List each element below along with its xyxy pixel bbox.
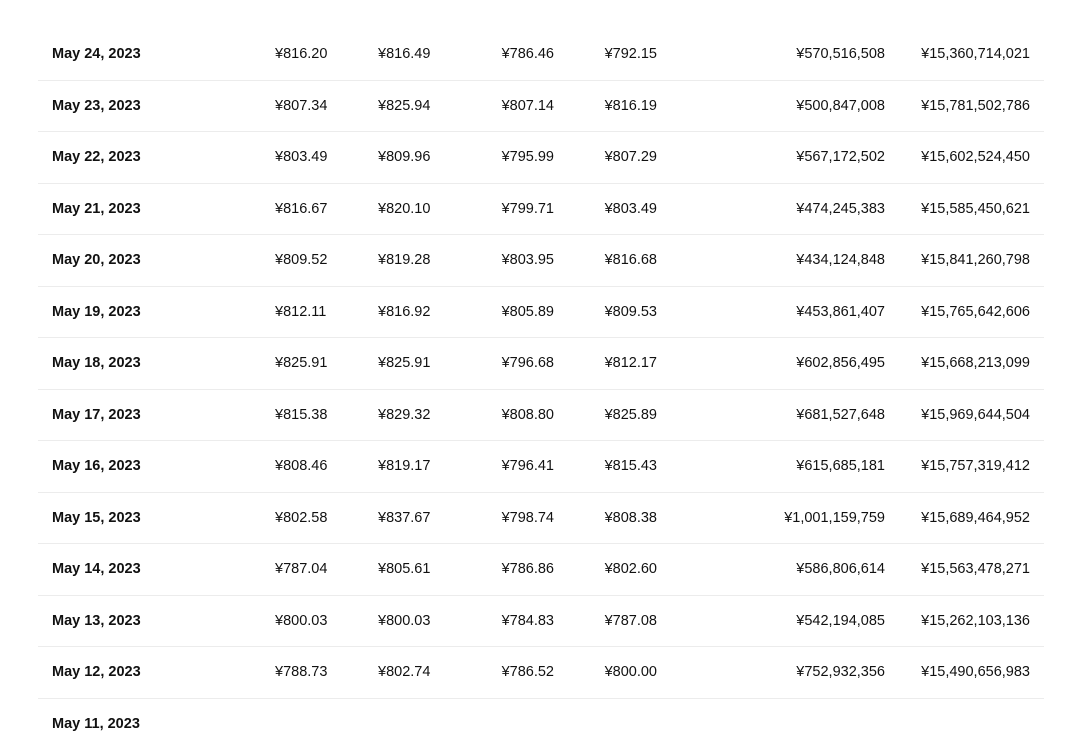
open-price-cell: ¥787.04 <box>275 544 327 595</box>
close-price-cell: ¥808.38 <box>605 493 657 544</box>
market-cap-cell: ¥15,765,642,606 <box>921 287 1030 338</box>
high-price-cell: ¥819.28 <box>378 235 430 286</box>
volume-cell: ¥542,194,085 <box>796 596 885 647</box>
date-cell: May 15, 2023 <box>52 493 141 544</box>
volume-cell: ¥752,932,356 <box>796 647 885 698</box>
table-row <box>38 493 1044 545</box>
table-row <box>38 596 1044 648</box>
high-price-cell: ¥805.61 <box>378 544 430 595</box>
market-cap-cell: ¥15,490,656,983 <box>921 647 1030 698</box>
open-price-cell: ¥825.91 <box>275 338 327 389</box>
low-price-cell: ¥808.80 <box>502 390 554 441</box>
low-price-cell: ¥784.83 <box>502 596 554 647</box>
market-cap-cell: ¥15,563,478,271 <box>921 544 1030 595</box>
open-price-cell: ¥803.49 <box>275 132 327 183</box>
market-cap-cell: ¥15,969,644,504 <box>921 390 1030 441</box>
low-price-cell: ¥795.99 <box>502 132 554 183</box>
high-price-cell: ¥816.92 <box>378 287 430 338</box>
date-cell: May 13, 2023 <box>52 596 141 647</box>
market-cap-cell: ¥15,262,103,136 <box>921 596 1030 647</box>
low-price-cell: ¥796.68 <box>502 338 554 389</box>
table-row <box>38 81 1044 133</box>
volume-cell: ¥602,856,495 <box>796 338 885 389</box>
date-cell: May 22, 2023 <box>52 132 141 183</box>
table-row <box>38 29 1044 81</box>
table-row <box>38 390 1044 442</box>
close-price-cell: ¥809.53 <box>605 287 657 338</box>
low-price-cell: ¥803.95 <box>502 235 554 286</box>
low-price-cell: ¥799.71 <box>502 184 554 235</box>
close-price-cell: ¥816.68 <box>605 235 657 286</box>
volume-cell: ¥570,516,508 <box>796 29 885 80</box>
volume-cell: ¥567,172,502 <box>796 132 885 183</box>
open-price-cell: ¥809.52 <box>275 235 327 286</box>
date-cell: May 23, 2023 <box>52 81 141 132</box>
close-price-cell: ¥825.89 <box>605 390 657 441</box>
high-price-cell: ¥825.91 <box>378 338 430 389</box>
date-cell: May 14, 2023 <box>52 544 141 595</box>
high-price-cell: ¥800.03 <box>378 596 430 647</box>
volume-cell: ¥1,001,159,759 <box>784 493 885 544</box>
date-cell: May 11, 2023 <box>52 699 140 750</box>
market-cap-cell: ¥15,585,450,621 <box>921 184 1030 235</box>
open-price-cell: ¥788.73 <box>275 647 327 698</box>
high-price-cell: ¥809.96 <box>378 132 430 183</box>
close-price-cell: ¥800.00 <box>605 647 657 698</box>
date-cell: May 16, 2023 <box>52 441 141 492</box>
close-price-cell: ¥787.08 <box>605 596 657 647</box>
open-price-cell: ¥808.46 <box>275 441 327 492</box>
date-cell: May 21, 2023 <box>52 184 141 235</box>
open-price-cell: ¥800.03 <box>275 596 327 647</box>
market-cap-cell: ¥15,602,524,450 <box>921 132 1030 183</box>
close-price-cell: ¥803.49 <box>605 184 657 235</box>
volume-cell: ¥453,861,407 <box>796 287 885 338</box>
low-price-cell: ¥796.41 <box>502 441 554 492</box>
open-price-cell: ¥815.38 <box>275 390 327 441</box>
table-row <box>38 132 1044 184</box>
close-price-cell: ¥807.29 <box>605 132 657 183</box>
table-row <box>38 338 1044 390</box>
open-price-cell: ¥816.67 <box>275 184 327 235</box>
high-price-cell: ¥802.74 <box>378 647 430 698</box>
volume-cell: ¥434,124,848 <box>796 235 885 286</box>
table-row <box>38 235 1044 287</box>
market-cap-cell: ¥15,360,714,021 <box>921 29 1030 80</box>
table-row <box>38 441 1044 493</box>
low-price-cell: ¥786.46 <box>502 29 554 80</box>
high-price-cell: ¥829.32 <box>378 390 430 441</box>
low-price-cell: ¥798.74 <box>502 493 554 544</box>
high-price-cell: ¥816.49 <box>378 29 430 80</box>
close-price-cell: ¥812.17 <box>605 338 657 389</box>
high-price-cell: ¥819.17 <box>378 441 430 492</box>
close-price-cell: ¥792.15 <box>605 29 657 80</box>
table-row <box>38 184 1044 236</box>
volume-cell: ¥474,245,383 <box>796 184 885 235</box>
market-cap-cell: ¥15,689,464,952 <box>921 493 1030 544</box>
open-price-cell: ¥802.58 <box>275 493 327 544</box>
table-row <box>38 647 1044 699</box>
low-price-cell: ¥786.52 <box>502 647 554 698</box>
table-row <box>38 544 1044 596</box>
high-price-cell: ¥820.10 <box>378 184 430 235</box>
low-price-cell: ¥805.89 <box>502 287 554 338</box>
date-cell: May 12, 2023 <box>52 647 141 698</box>
volume-cell: ¥500,847,008 <box>796 81 885 132</box>
table-row <box>38 287 1044 339</box>
low-price-cell: ¥786.86 <box>502 544 554 595</box>
low-price-cell: ¥807.14 <box>502 81 554 132</box>
volume-cell: ¥586,806,614 <box>796 544 885 595</box>
close-price-cell: ¥816.19 <box>605 81 657 132</box>
market-cap-cell: ¥15,781,502,786 <box>921 81 1030 132</box>
volume-cell: ¥681,527,648 <box>796 390 885 441</box>
close-price-cell: ¥815.43 <box>605 441 657 492</box>
market-cap-cell: ¥15,841,260,798 <box>921 235 1030 286</box>
volume-cell: ¥615,685,181 <box>796 441 885 492</box>
date-cell: May 20, 2023 <box>52 235 141 286</box>
date-cell: May 19, 2023 <box>52 287 141 338</box>
high-price-cell: ¥825.94 <box>378 81 430 132</box>
open-price-cell: ¥812.11 <box>275 287 326 338</box>
price-history-table <box>38 29 1044 750</box>
date-cell: May 17, 2023 <box>52 390 141 441</box>
table-row <box>38 699 1044 750</box>
market-cap-cell: ¥15,757,319,412 <box>921 441 1030 492</box>
date-cell: May 24, 2023 <box>52 29 141 80</box>
high-price-cell: ¥837.67 <box>378 493 430 544</box>
open-price-cell: ¥807.34 <box>275 81 327 132</box>
close-price-cell: ¥802.60 <box>605 544 657 595</box>
date-cell: May 18, 2023 <box>52 338 141 389</box>
market-cap-cell: ¥15,668,213,099 <box>921 338 1030 389</box>
open-price-cell: ¥816.20 <box>275 29 327 80</box>
